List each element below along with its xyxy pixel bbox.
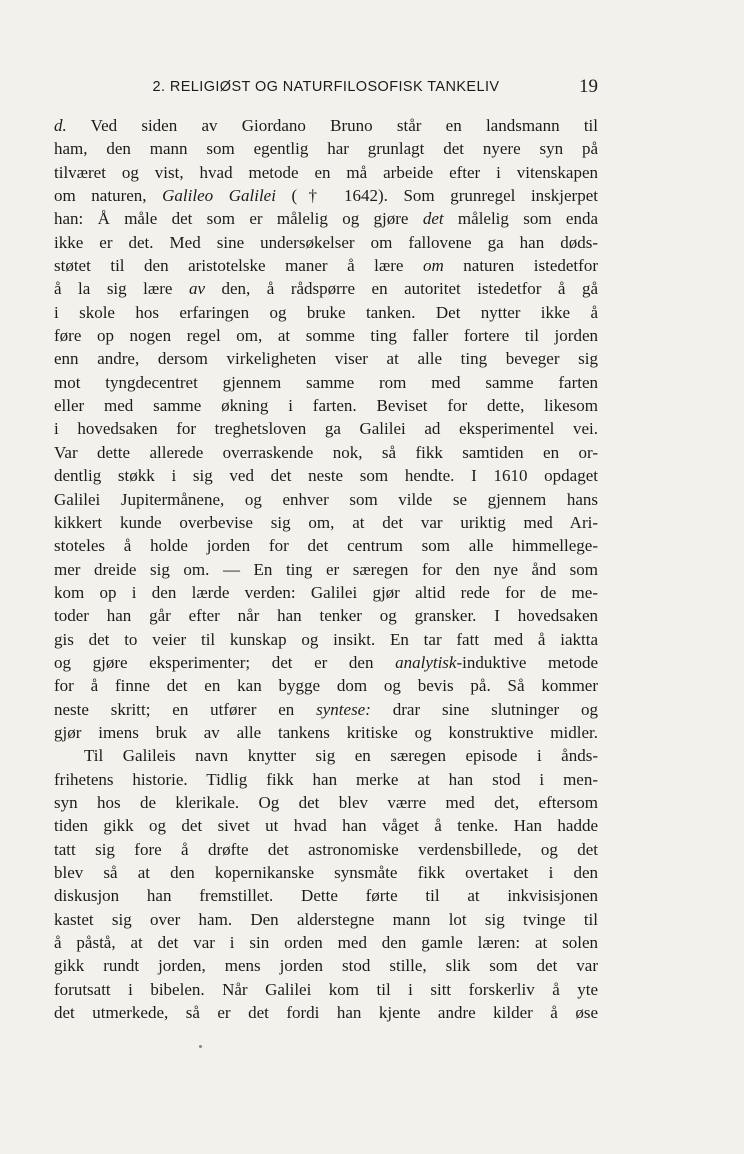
text-segment: om naturen, — [54, 186, 163, 206]
text-line — [54, 417, 598, 440]
text-segment: Var dette allerede overraskende nok, så fikk samtiden en or- — [54, 442, 598, 462]
text-segment: Ved siden av Giordano Bruno står en landsmann til — [66, 116, 598, 135]
text-segment: og gjøre eksperimenter; det er den — [54, 652, 396, 672]
italic-text: av — [188, 279, 205, 299]
text-line — [54, 488, 598, 511]
text-line — [54, 674, 598, 697]
text-line — [54, 464, 598, 487]
text-line — [54, 954, 598, 977]
text-segment: mot tyngdecentret gjennem samme rom med samme farten — [54, 372, 598, 392]
text-line — [54, 791, 598, 814]
text-line — [54, 814, 598, 837]
text-line — [54, 324, 598, 347]
text-line — [54, 861, 598, 884]
text-segment: Galilei Jupitermånene, og enhver som vilde se gjennem hans — [54, 489, 598, 509]
text-segment: tatt sig fore å drøfte det astronomiske verdensbillede, og det — [54, 839, 598, 859]
text-line — [54, 1001, 598, 1024]
text-segment: gikk rundt jorden, mens jorden stod stille, slik som det var — [54, 956, 598, 976]
text-line — [54, 651, 598, 674]
text-segment: dentlig støkk i sig ved det neste som hendte. I 1610 opdaget — [54, 466, 598, 486]
running-head — [54, 76, 598, 100]
body-text — [54, 114, 598, 1024]
text-segment: stoteles å holde jorden for det centrum som alle himmellege- — [54, 536, 598, 556]
text-line — [54, 558, 598, 581]
text-line — [54, 628, 598, 651]
text-segment: -induktive metode — [456, 652, 599, 672]
text-segment: Til Galileis navn knytter sig en særegen episode i ånds- — [84, 746, 598, 766]
italic-text: analytisk — [395, 652, 457, 672]
text-segment: støtet til den aristotelske maner å lære — [54, 256, 423, 276]
text-line — [54, 511, 598, 534]
text-segment: for å finne det en kan bygge dom og bevis på. Så kommer — [54, 676, 598, 696]
italic-text: Galileo Galilei — [162, 186, 276, 206]
text-line — [54, 534, 598, 557]
text-segment: tilværet og vist, hvad metode en må arbeide efter i vitenskapen — [54, 162, 598, 182]
text-line — [54, 604, 598, 627]
text-line — [54, 137, 598, 160]
text-line — [54, 581, 598, 604]
text-line — [54, 931, 598, 954]
text-line — [54, 301, 598, 324]
text-line — [54, 721, 598, 744]
text-line — [54, 768, 598, 791]
text-segment: forutsatt i bibelen. Når Galilei kom til i sitt forskerliv å yte — [54, 979, 598, 999]
running-title: 2. RELIGIØST OG NATURFILOSOFISK TANKELIV — [152, 79, 500, 95]
text-segment: målelig som enda — [443, 209, 599, 229]
text-line — [54, 908, 598, 931]
text-line — [54, 277, 598, 300]
text-line — [54, 254, 598, 277]
text-segment: († 1642). Som grunregel inskjerpet — [275, 186, 598, 206]
text-segment: kom op i den lærde verden: Galilei gjør altid rede for de me- — [54, 582, 598, 602]
text-line — [54, 347, 598, 370]
text-line — [54, 184, 598, 207]
text-segment: å la sig lære — [54, 279, 189, 299]
text-segment: toder han går efter når han tenker og gransker. I hovedsaken — [54, 606, 598, 626]
italic-text: d. — [54, 116, 67, 135]
text-segment: kastet sig over ham. Den alderstegne mann lot sig tvinge til — [54, 909, 598, 929]
italic-text: det — [422, 209, 444, 229]
text-segment: den, å rådspørre en autoritet istedetfor å gå — [204, 279, 599, 299]
text-segment: føre op nogen regel om, at somme ting faller fortere til jorden — [54, 326, 598, 346]
text-line — [54, 207, 598, 230]
text-line — [54, 978, 598, 1001]
text-segment: mer dreide sig om. — En ting er særegen for den nye ånd som — [54, 559, 598, 579]
page-number: 19 — [579, 76, 598, 97]
text-segment: i hovedsaken for treghetsloven ga Galilei ad eksperimentel vei. — [54, 419, 598, 439]
text-segment: frihetens historie. Tidlig fikk han merke at han stod i men- — [54, 769, 598, 789]
text-segment: ham, den mann som egentlig har grunlagt det nyere syn på — [54, 139, 598, 159]
text-line — [54, 838, 598, 861]
text-segment: drar sine slutninger og — [370, 699, 598, 719]
text-segment: enn andre, dersom virkeligheten viser at alle ting beveger sig — [54, 349, 598, 369]
text-segment: diskusjon han fremstillet. Dette førte til at inkvisisjonen — [54, 886, 598, 906]
text-line — [54, 371, 598, 394]
text-line — [54, 698, 598, 721]
text-segment: eller med samme økning i farten. Beviset for dette, likesom — [54, 396, 598, 416]
text-segment: gjør imens bruk av alle tankens kritiske og konstruktive midler. — [54, 722, 598, 742]
text-segment: naturen istedetfor — [443, 256, 598, 276]
paper-speck — [199, 1045, 202, 1048]
text-segment: neste skritt; en utfører en — [54, 699, 317, 719]
text-segment: det utmerkede, så er det fordi han kjente andre kilder å øse — [54, 1003, 598, 1023]
text-line — [54, 394, 598, 417]
text-segment: tiden gikk og det sivet ut hvad han våget å tenke. Han hadde — [54, 816, 598, 836]
text-line — [54, 744, 598, 767]
text-segment: ikke er det. Med sine undersøkelser om fallovene ga han døds- — [54, 232, 598, 252]
italic-text: syntese: — [316, 699, 371, 719]
text-segment: han: Å måle det som er målelig og gjøre — [54, 209, 423, 229]
text-segment: gis det to veier til kunskap og insikt. En tar fatt med å iaktta — [54, 629, 598, 649]
text-line — [54, 161, 598, 184]
text-segment: i skole hos erfaringen og bruke tanken. Det nytter ikke å — [54, 302, 598, 322]
text-line — [54, 114, 598, 137]
italic-text: om — [422, 256, 444, 276]
text-segment: blev så at den kopernikanske synsmåte fikk overtaket i den — [54, 863, 598, 882]
text-segment: syn hos de klerikale. Og det blev værre med det, eftersom — [54, 792, 598, 812]
text-segment: å påstå, at det var i sin orden med den gamle læren: at solen — [54, 933, 598, 953]
text-line — [54, 884, 598, 907]
text-segment: kikkert kunde overbevise sig om, at det var uriktig med Ari- — [54, 512, 598, 532]
text-line — [54, 441, 598, 464]
text-line — [54, 231, 598, 254]
